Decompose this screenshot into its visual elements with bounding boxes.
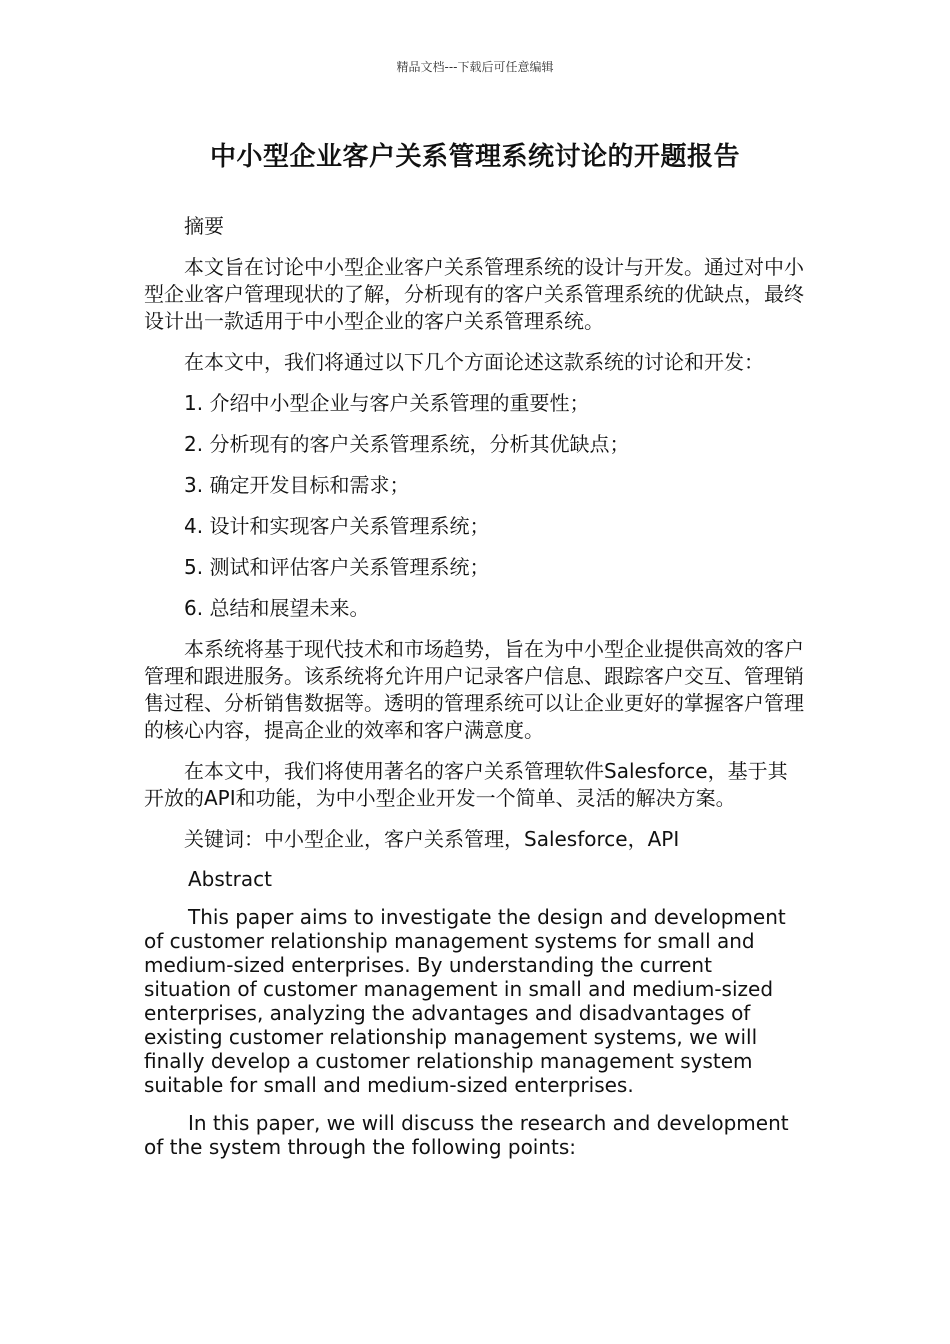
document-title: 中小型企业客户关系管理系统讨论的开题报告 — [209, 142, 740, 172]
header-note: 精品文档---下载后可任意编辑 — [396, 60, 554, 74]
list-item: 2. 分析现有的客户关系管理系统，分析其优缺点； — [184, 432, 630, 456]
outline-lead: 在本文中，我们将通过以下几个方面论述这款系统的讨论和开发： — [184, 350, 764, 374]
abstract-heading-en: Abstract — [188, 867, 272, 891]
list-item: 1. 介绍中小型企业与客户关系管理的重要性； — [184, 391, 590, 415]
list-item: 5. 测试和评估客户关系管理系统； — [184, 555, 490, 579]
keywords-line: 关键词：中小型企业，客户关系管理，Salesforce，API — [184, 827, 680, 851]
list-item: 3. 确定开发目标和需求； — [184, 473, 410, 497]
list-item: 4. 设计和实现客户关系管理系统； — [184, 514, 490, 538]
abstract-en-paragraph: This paper aims to investigate the design and development of customer relationship management systems for small and medium-sized enterprises. By understanding the current situation of customer management in small and medium-sized enterprises, analyzing the advantages and disadvantages of existing customer relationship management systems, we will finally develop a customer relationship management system suitable for small and medium-sized enterprises. — [144, 905, 786, 1097]
document-body — [144, 213, 804, 1173]
salesforce-paragraph: 在本文中，我们将使用著名的客户关系管理软件Salesforce，基于其开放的API和功能，为中小型企业开发一个简单、灵活的解决方案。 — [144, 759, 788, 810]
system-description-paragraph: 本系统将基于现代技术和市场趋势，旨在为中小型企业提供高效的客户管理和跟进服务。该系统将允许用户记录客户信息、跟踪客户交互、管理销售过程、分析销售数据等。透明的管理系统可以让企业更好的掌握客户管理的核心内容，提高企业的效率和客户满意度。 — [144, 637, 804, 742]
list-item: 6. 总结和展望未来。 — [184, 596, 370, 620]
en-outline-paragraph: In this paper, we will discuss the research and development of the system through the following points: — [144, 1111, 789, 1159]
intro-paragraph: 本文旨在讨论中小型企业客户关系管理系统的设计与开发。通过对中小型企业客户管理现状的了解，分析现有的客户关系管理系统的优缺点，最终设计出一款适用于中小型企业的客户关系管理系统。 — [144, 255, 804, 333]
abstract-heading-cn: 摘要 — [184, 214, 224, 238]
